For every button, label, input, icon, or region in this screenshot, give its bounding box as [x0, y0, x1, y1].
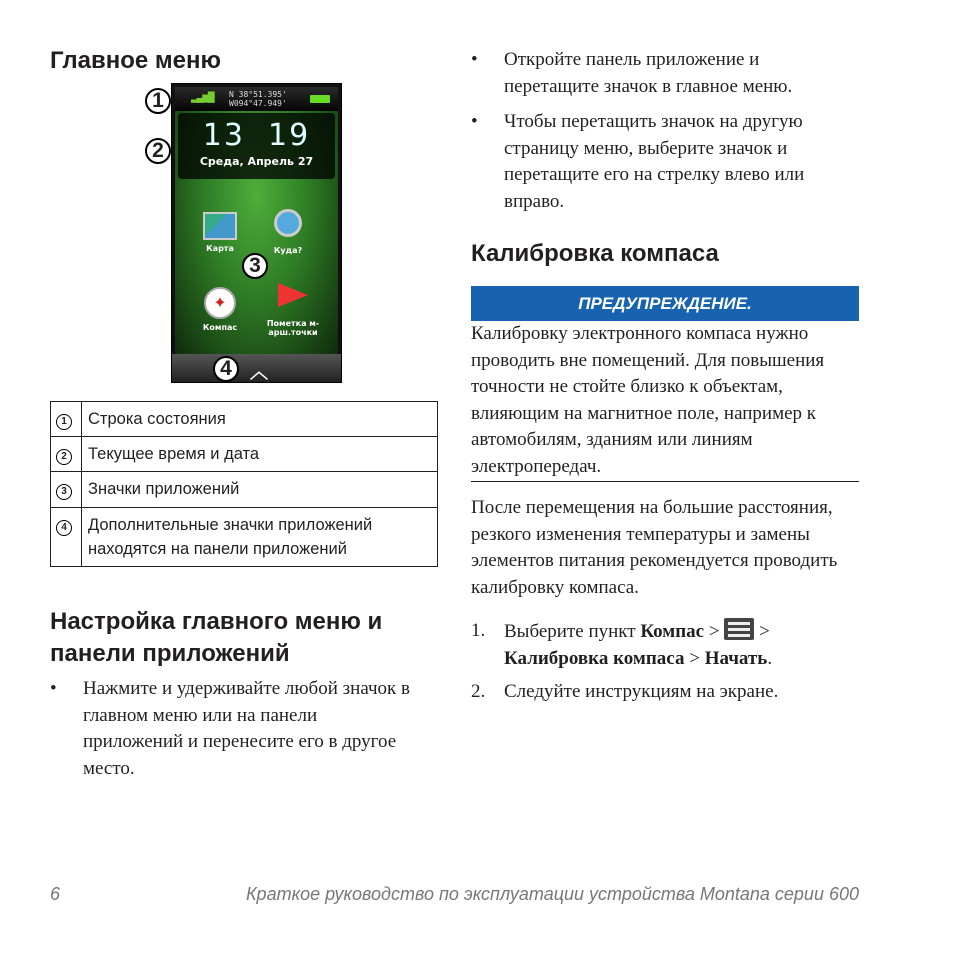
date: Среда, Апрель 27: [199, 155, 314, 168]
app-compass[interactable]: [190, 287, 250, 332]
legend-table: [50, 401, 438, 567]
app-label: Пометка м-арш.точки: [266, 319, 320, 337]
coords-w: W094°47.949': [229, 99, 287, 108]
table-row: [51, 402, 438, 437]
compass-icon: ✦: [204, 287, 236, 319]
footer-title: Краткое руководство по эксплуатации устройства Montana серии 600: [245, 884, 859, 904]
warning-text: Калибровку электронного компаса нужно проводить вне помещений. Для повышения точности не стойте близко к объектам, влияющим на магнитное поле, например к автомобилям, зданиям или линиям электропередач.: [471, 323, 825, 477]
period: .: [767, 647, 773, 669]
menu-start: Начать: [704, 647, 768, 669]
menu-compass: Компас: [640, 621, 705, 642]
step-text: Выберите пункт: [504, 621, 641, 642]
row-number: 3: [56, 484, 72, 500]
callout-1: 1: [145, 88, 171, 114]
divider: [471, 481, 859, 482]
step-1: [471, 618, 861, 672]
heading-customize: Настройка главного меню и панели приложений: [50, 608, 383, 667]
signal-icon: ▂▃▅▇: [191, 90, 214, 103]
app-map[interactable]: [190, 212, 250, 253]
time-hours: 13: [202, 118, 245, 153]
app-label: Куда?: [273, 246, 303, 255]
callout-3: 3: [242, 253, 268, 279]
step-text: Следуйте инструкциям на экране.: [504, 681, 779, 702]
row-text: Значки приложений: [82, 472, 438, 508]
heading-main-menu: Главное меню: [50, 47, 222, 74]
app-drawer-bar[interactable]: [172, 354, 341, 382]
clock-panel: [178, 113, 335, 179]
separator: >: [704, 621, 725, 642]
app-mark-waypoint[interactable]: [263, 283, 323, 337]
calibration-paragraph: После перемещения на большие расстояния, резкого изменения температуры и замены элементов питания рекомендуется проводить калибровку компаса.: [471, 497, 838, 598]
callout-4: 4: [213, 356, 239, 382]
table-row: [51, 472, 438, 508]
bullet-item: • Чтобы перетащить значок на другую страницу меню, выберите значок и перетащите его на стрелку влево или вправо.: [471, 109, 831, 215]
step-number: 1.: [471, 620, 486, 641]
row-text: Строка состояния: [82, 402, 438, 437]
step-number: 2.: [471, 681, 486, 702]
time-minutes: 19: [268, 118, 311, 153]
step-2: [471, 679, 861, 706]
chevron-up-icon[interactable]: ︿: [250, 362, 268, 382]
bullet-text: Нажмите и удерживайте любой значок в главном меню или на панели приложений и перенесите его в другое место.: [83, 678, 410, 779]
battery-icon: [310, 95, 330, 103]
row-number: 2: [56, 449, 72, 465]
map-icon: [203, 212, 237, 240]
status-bar: [175, 87, 338, 111]
bullet-text: Чтобы перетащить значок на другую страницу меню, выберите значок и перетащите его на стрелку влево или вправо.: [504, 111, 805, 212]
row-text: Дополнительные значки приложений находятся на панели приложений: [82, 508, 438, 567]
row-number: 1: [56, 414, 72, 430]
menu-icon: [724, 618, 754, 640]
row-number: 4: [56, 520, 72, 536]
magnifier-icon: [274, 209, 302, 237]
app-label: Карта: [206, 244, 234, 253]
coords-n: N 38°51.395': [229, 90, 287, 99]
table-row: [51, 508, 438, 567]
bullet-item: • Нажмите и удерживайте любой значок в главном меню или на панели приложений и перенесите его в другое место.: [50, 676, 420, 782]
app-label: Компас: [202, 323, 238, 332]
separator: >: [754, 621, 770, 642]
menu-calibrate: Калибровка компаса: [504, 647, 685, 669]
row-text: Текущее время и дата: [82, 437, 438, 472]
bullet-item: • Откройте панель приложение и перетащите значок в главное меню.: [471, 47, 841, 100]
callout-2: 2: [145, 138, 171, 164]
heading-compass-calibration: Калибровка компаса: [471, 240, 719, 267]
app-where-to[interactable]: [258, 209, 318, 255]
separator: >: [684, 647, 705, 669]
warning-banner: ПРЕДУПРЕЖДЕНИЕ.: [471, 286, 859, 321]
bullet-text: Откройте панель приложение и перетащите значок в главное меню.: [504, 49, 793, 97]
table-row: [51, 437, 438, 472]
device-screenshot: [171, 83, 342, 383]
flag-icon: [278, 283, 308, 307]
page-number: 6: [50, 884, 61, 904]
